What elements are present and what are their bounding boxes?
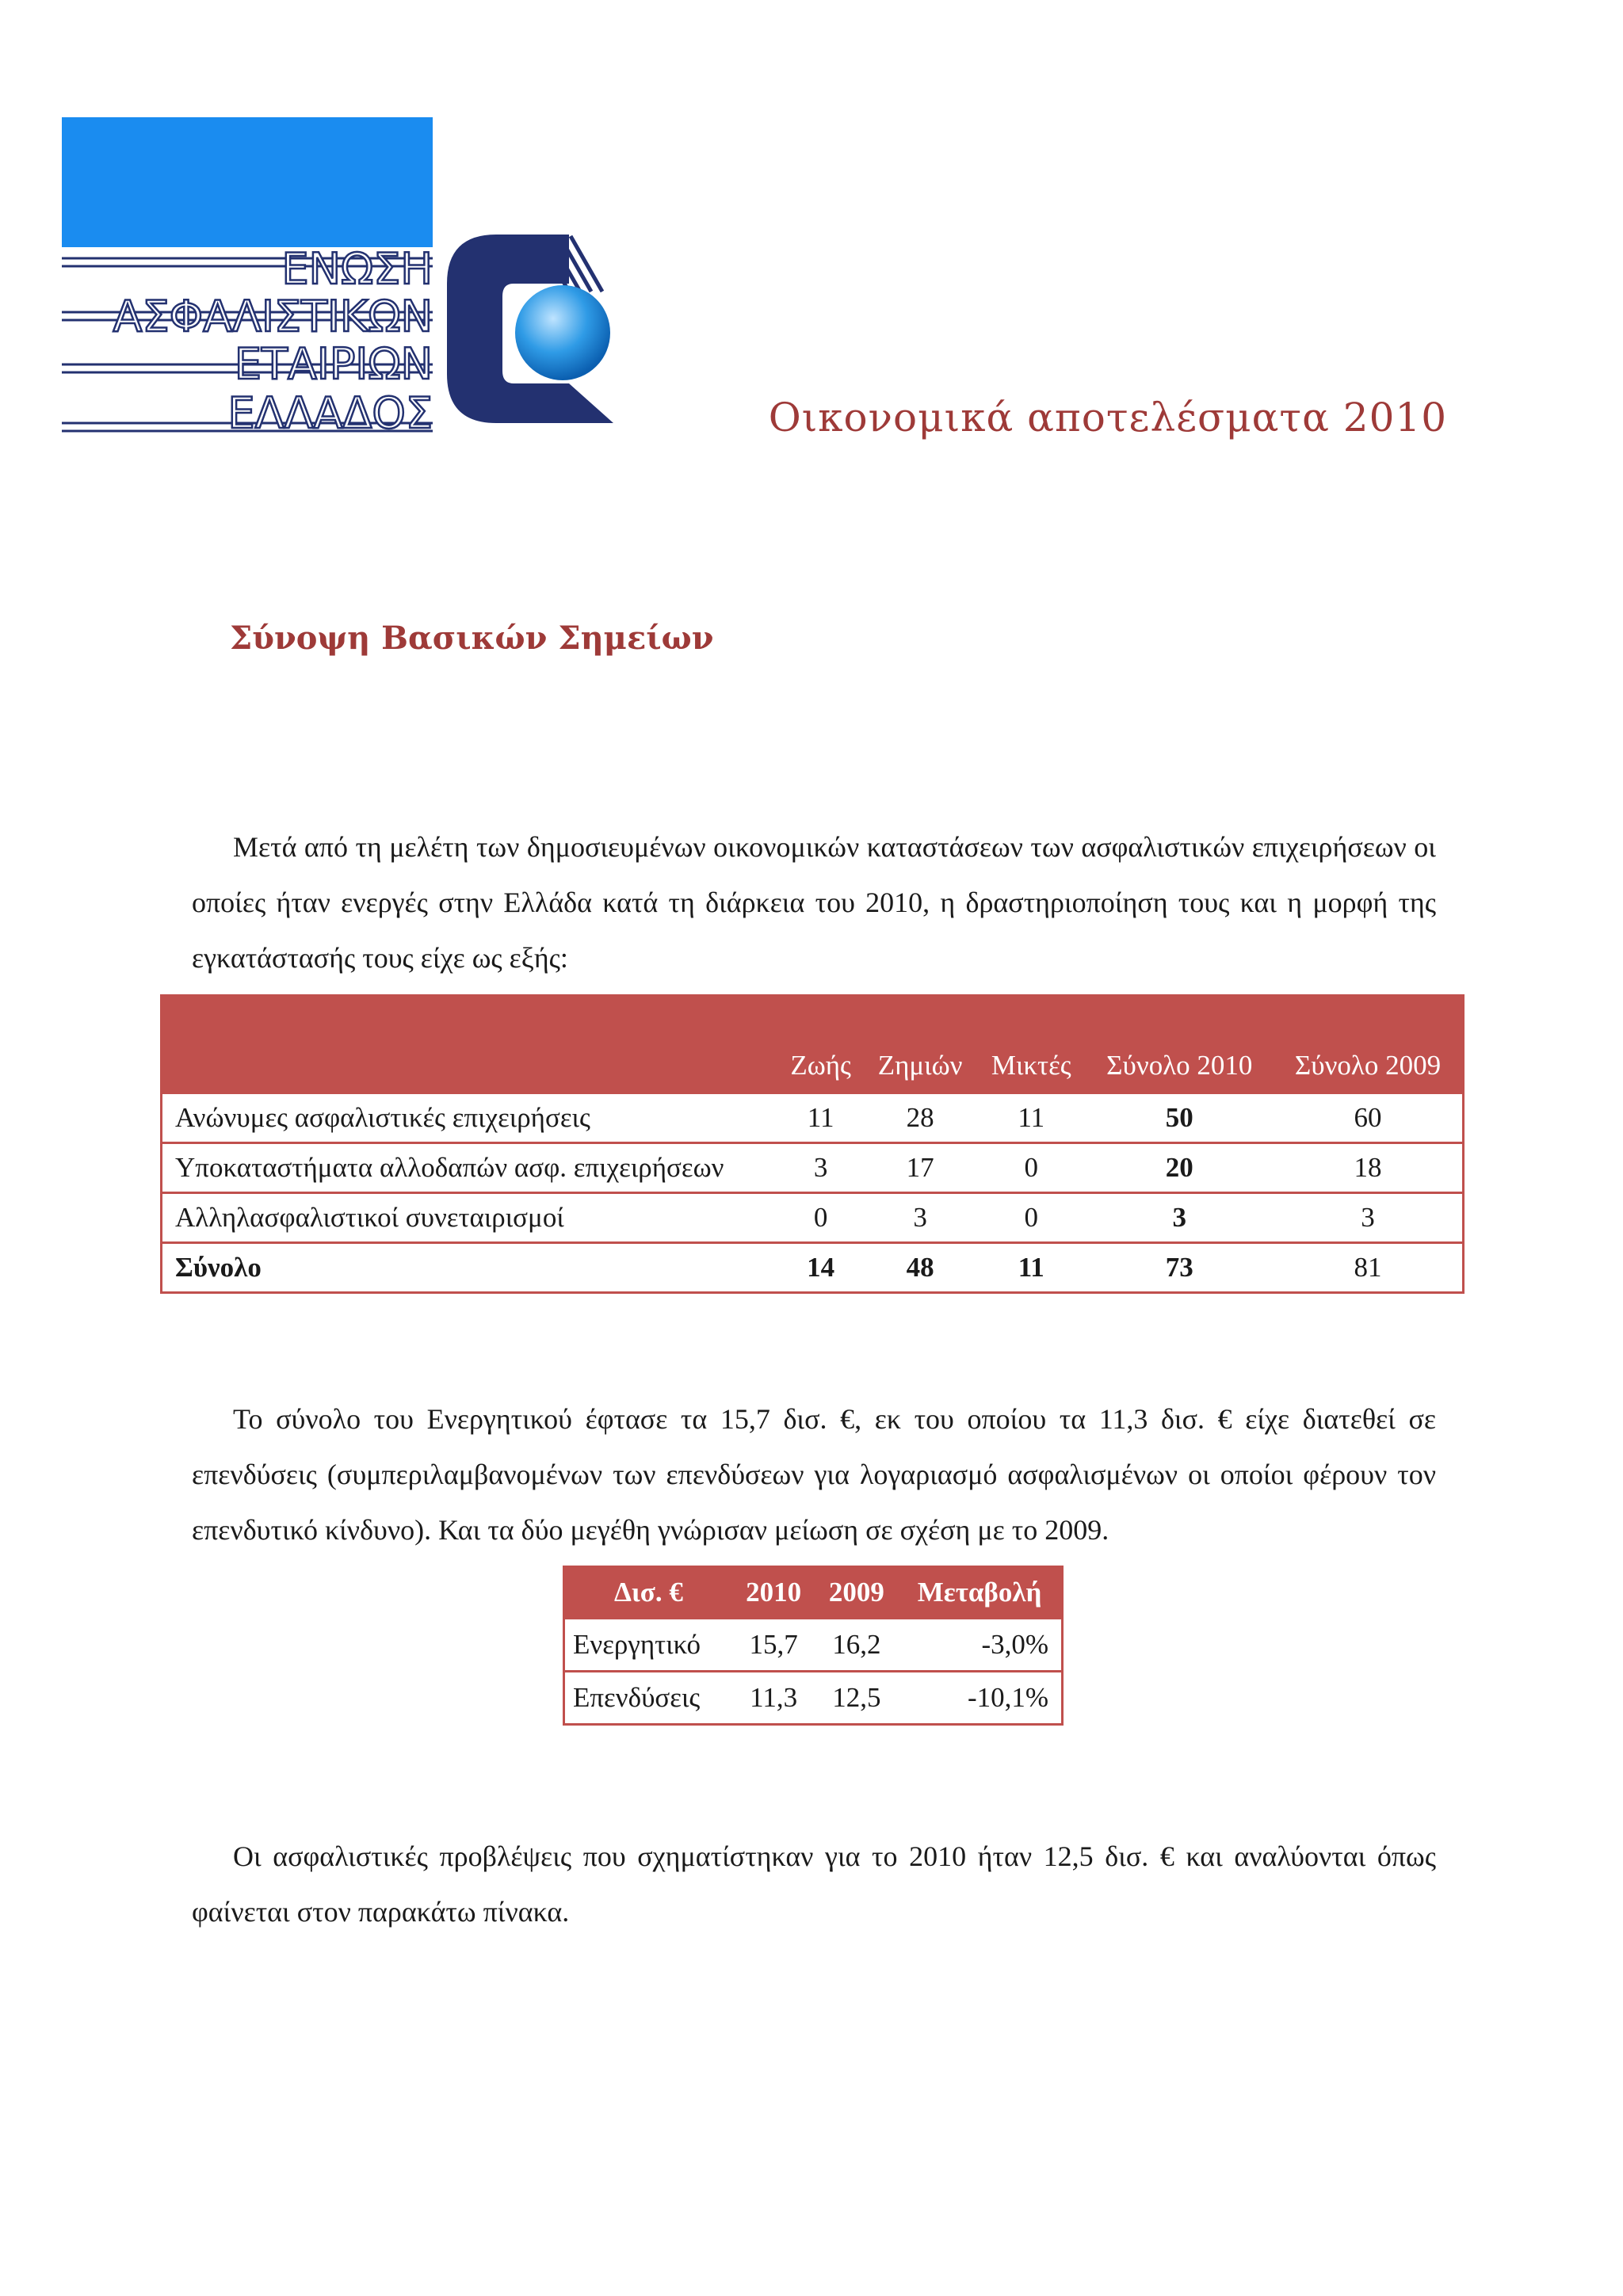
logo	[62, 117, 617, 434]
row-label: Ανώνυμες ασφαλιστικές επιχειρήσεις	[162, 1093, 779, 1143]
provisions-paragraph	[192, 1829, 1436, 1939]
logo-text-line-3: ΕΤΑΙΡΙΩΝ	[234, 339, 433, 389]
logo-text-line-4: ΕΛΛΑΔΟΣ	[227, 388, 433, 434]
table-row	[564, 1672, 1063, 1725]
cell-2009: 16,2	[815, 1619, 899, 1672]
cell-total-2009: 18	[1274, 1143, 1463, 1193]
table-row	[564, 1619, 1063, 1672]
row-label: Αλληλασφαλιστικοί συνεταιρισμοί	[162, 1193, 779, 1243]
cell-change: -10,1%	[898, 1672, 1062, 1725]
provisions-paragraph-text: Οι ασφαλιστικές προβλέψεις που σχηματίστηκαν για το 2010 ήταν 12,5 δισ. € και αναλύονται όπως φαίνεται στον παρακάτω πίνακα.	[192, 1840, 1436, 1928]
header-cell-total-2010: Σύνολο 2010	[1086, 996, 1274, 1093]
header-cell-mixed: Μικτές	[977, 996, 1086, 1093]
cell-life: 0	[778, 1193, 863, 1243]
table-header-row	[162, 996, 1464, 1093]
row-label: Ενεργητικό	[564, 1619, 732, 1672]
assets-paragraph	[192, 1391, 1436, 1558]
logo-orb	[515, 285, 610, 380]
assets-paragraph-text: Το σύνολο του Ενεργητικού έφτασε τα 15,7 δισ. €, εκ του οποίου τα 11,3 δισ. € είχε διατεθεί σε επενδύσεις (συμπεριλαμβανομένων των επενδύσεων για λογαριασμό ασφαλισμένων οι οποίοι φέρουν τον επενδυτικό κίνδυνο). Και τα δύο μεγέθη γνώρισαν μείωση σε σχέση με το 2009.	[192, 1403, 1436, 1546]
row-label: Υποκαταστήματα αλλοδαπών ασφ. επιχειρήσεων	[162, 1143, 779, 1193]
header-cell-2010: 2010	[732, 1567, 815, 1619]
cell-mixed: 0	[977, 1143, 1086, 1193]
page-title: Οικονομικά αποτελέσματα 2010	[768, 395, 1447, 441]
logo-blue-block	[62, 117, 433, 247]
cell-total-2009: 81	[1274, 1243, 1463, 1293]
logo-text-line-2: ΑΣΦΑΛΙΣΤΙΚΩΝ	[113, 292, 433, 341]
table-row	[162, 1193, 1464, 1243]
logo-graphic	[62, 117, 617, 434]
header-cell-2009: 2009	[815, 1567, 899, 1619]
header-cell-total-2009: Σύνολο 2009	[1274, 996, 1463, 1093]
header-cell-change: Μεταβολή	[898, 1567, 1062, 1619]
assets-table	[563, 1566, 1064, 1726]
cell-mixed: 11	[977, 1243, 1086, 1293]
cell-total-2010: 20	[1086, 1143, 1274, 1193]
cell-2010: 15,7	[732, 1619, 815, 1672]
cell-total-2010: 50	[1086, 1093, 1274, 1143]
cell-total-2009: 60	[1274, 1093, 1463, 1143]
cell-life: 14	[778, 1243, 863, 1293]
cell-total-2010: 3	[1086, 1193, 1274, 1243]
header-cell-nonlife: Ζημιών	[863, 996, 977, 1093]
cell-life: 11	[778, 1093, 863, 1143]
table-total-row	[162, 1243, 1464, 1293]
header-cell-unit: Δισ. €	[564, 1567, 732, 1619]
intro-paragraph	[192, 819, 1436, 986]
cell-nonlife: 48	[863, 1243, 977, 1293]
header-cell-label	[162, 996, 779, 1093]
cell-mixed: 0	[977, 1193, 1086, 1243]
table-row	[162, 1093, 1464, 1143]
cell-life: 3	[778, 1143, 863, 1193]
intro-paragraph-text: Μετά από τη μελέτη των δημοσιευμένων οικονομικών καταστάσεων των ασφαλιστικών επιχειρήσεων οι οποίες ήταν ενεργές στην Ελλάδα κατά τη διάρκεια του 2010, η δραστηριοποίηση τους και η μορφή της εγκατάστασής τους είχε ως εξής:	[192, 831, 1436, 974]
cell-total-2009: 3	[1274, 1193, 1463, 1243]
cell-total-2010: 73	[1086, 1243, 1274, 1293]
cell-2010: 11,3	[732, 1672, 815, 1725]
cell-nonlife: 3	[863, 1193, 977, 1243]
cell-change: -3,0%	[898, 1619, 1062, 1672]
table-row	[162, 1143, 1464, 1193]
logo-text-line-1: ΕΝΩΣΗ	[281, 244, 433, 294]
cell-nonlife: 28	[863, 1093, 977, 1143]
cell-2009: 12,5	[815, 1672, 899, 1725]
row-label-total: Σύνολο	[162, 1243, 779, 1293]
row-label: Επενδύσεις	[564, 1672, 732, 1725]
section-title: Σύνοψη Βασικών Σημείων	[230, 620, 714, 657]
header-cell-life: Ζωής	[778, 996, 863, 1093]
cell-nonlife: 17	[863, 1143, 977, 1193]
cell-mixed: 11	[977, 1093, 1086, 1143]
companies-table	[160, 994, 1465, 1294]
table-header-row	[564, 1567, 1063, 1619]
